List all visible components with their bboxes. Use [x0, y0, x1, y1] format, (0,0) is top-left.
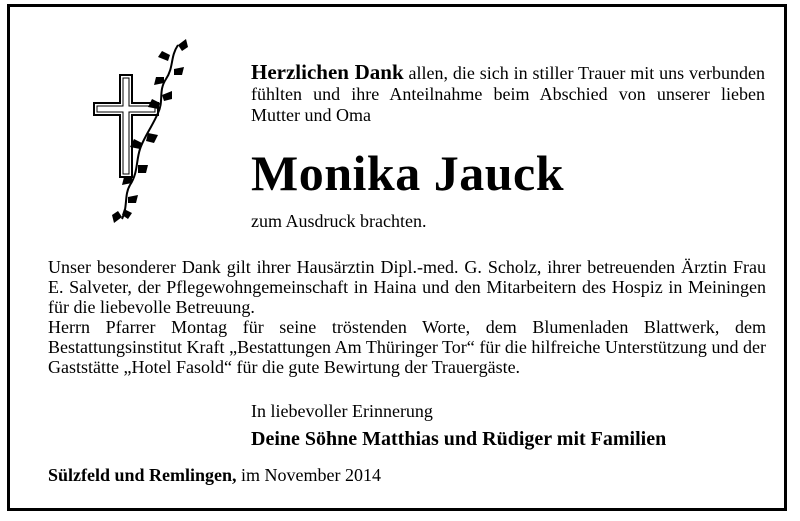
place-date-line — [48, 465, 381, 486]
place: Sülzfeld und Remlingen, — [48, 465, 237, 485]
intro-body: allen, die sich in stiller Trauer mit uns verbunden fühlten und ihre Anteilnahme beim Abschied von unserer lieben Mutter und Oma — [251, 63, 765, 125]
cross-with-ivy-icon — [78, 37, 198, 232]
thanks-paragraph: Herrn Pfarrer Montag für seine tröstenden Worte, dem Blumenladen Blattwerk, dem Bestattungsinstitut Kraft „Bestattungen Am Thüringer Tor“ für die hilfreiche Unterstützung und der Gaststätte „Hotel Fasold“ für die gute Bewirtung der Trauergäste. — [48, 317, 766, 377]
thanks-text — [48, 257, 766, 377]
deceased-name: Monika Jauck — [251, 145, 565, 201]
thanks-paragraph: Unser besonderer Dank gilt ihrer Hausärztin Dipl.-med. G. Scholz, ihrer betreuenden Ärztin Frau E. Salveter, der Pflegewohngemeinschaft in Haina und den Mitarbeitern des Hospiz in Meiningen für die liebevolle Betreuung. — [48, 257, 766, 317]
date: im November 2014 — [241, 465, 382, 485]
closing-line: In liebevoller Erinnerung — [251, 401, 433, 421]
family-signature: Deine Söhne Matthias und Rüdiger mit Familien — [251, 428, 667, 450]
intro-continuation: zum Ausdruck brachten. — [251, 211, 427, 231]
obituary-notice — [7, 4, 787, 511]
intro-text — [251, 62, 765, 126]
intro-lead: Herzlichen Dank — [251, 60, 404, 84]
